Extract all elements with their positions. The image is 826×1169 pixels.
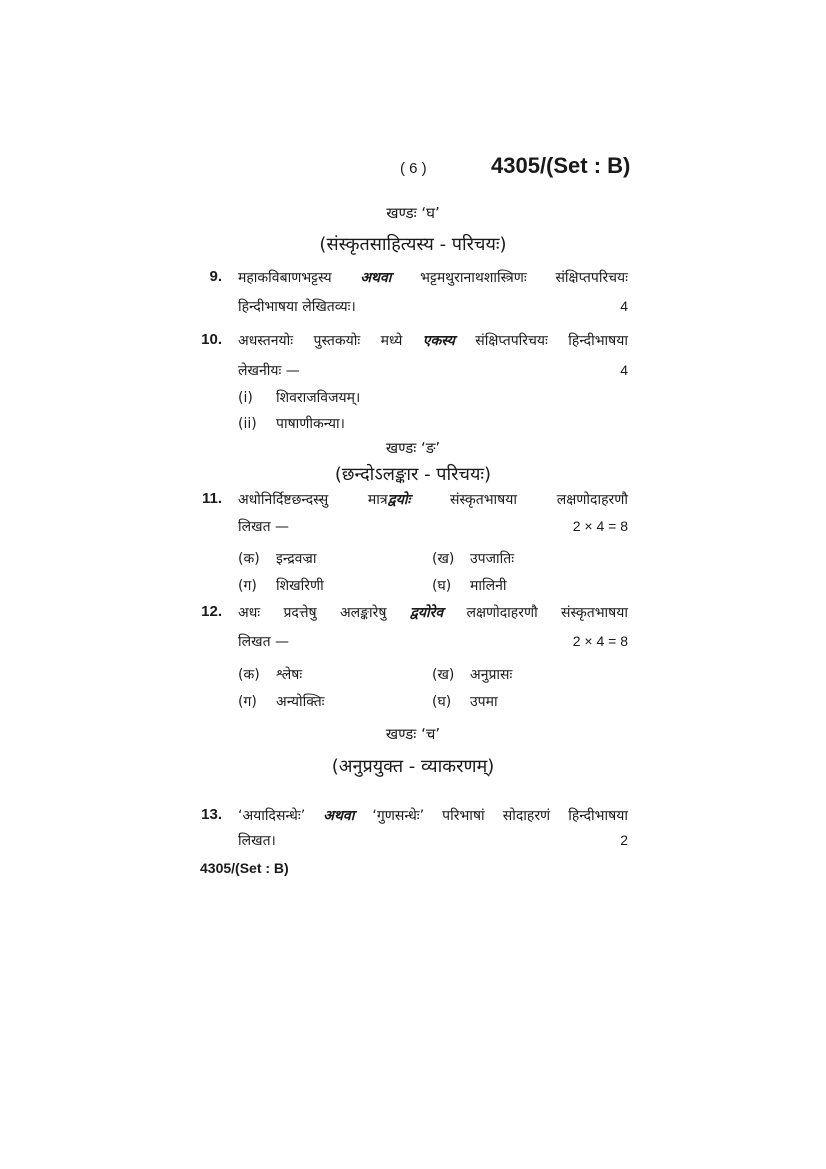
option-text: उपजातिः — [470, 551, 515, 567]
option-text: अन्योक्तिः — [276, 694, 325, 710]
paper-code: 4305/(Set : B) — [491, 153, 631, 178]
question-11-line-2: लिखत — — [238, 519, 290, 535]
question-10-marks: 4 — [620, 362, 628, 378]
question-10-emphasis: एकस्य — [422, 333, 455, 349]
question-9-emphasis: अथवा — [360, 270, 392, 286]
question-12-option-kha — [432, 665, 512, 684]
option-text: श्लेषः — [276, 667, 303, 683]
option-label: (ख) — [432, 551, 455, 567]
question-13-emphasis: अथवा — [323, 808, 355, 824]
question-12-line-1 — [238, 603, 628, 622]
question-12-line-2: लिखत — — [238, 634, 290, 650]
option-text: शिखरिणी — [276, 578, 324, 594]
question-12-emphasis: द्वयोरेव — [409, 605, 444, 621]
page-number: ( 6 ) — [400, 160, 427, 177]
question-10-number: 10. — [201, 331, 222, 348]
question-13-text-a: ‘अयादिसन्धेः’ — [238, 808, 306, 824]
question-11-line-1 — [238, 490, 628, 509]
question-9-number: 9. — [209, 268, 222, 285]
question-12-text-a: अधः प्रदत्तेषु अलङ्कारेषु — [238, 605, 387, 621]
question-13-line-2: लिखत। — [238, 833, 276, 849]
option-label: (ii) — [238, 416, 257, 432]
option-text: पाषाणीकन्या। — [276, 416, 345, 432]
question-11-option-ga — [238, 576, 324, 595]
question-9-line-2: हिन्दीभाषया लेखितव्यः। — [238, 299, 356, 315]
section-nga-label: खण्डः ‘ङ’ — [385, 439, 441, 457]
question-9-text-a: महाकविबाणभट्टस्य — [238, 270, 332, 286]
section-gha-label: खण्डः ‘घ’ — [386, 204, 440, 222]
section-gha-title: (संस्कृतसाहित्यस्य - परिचयः) — [319, 234, 507, 255]
question-10-text-b: संक्षिप्तपरिचयः हिन्दीभाषया — [475, 333, 629, 349]
question-10-line-1 — [238, 331, 628, 350]
question-12-option-gha — [432, 692, 498, 711]
option-label: (ग) — [238, 694, 257, 710]
question-11-emphasis: द्वयोः — [387, 492, 411, 508]
question-11-option-ka — [238, 549, 317, 568]
question-11-marks: 2 × 4 = 8 — [572, 518, 628, 534]
question-13-line-1 — [238, 806, 628, 825]
option-text: उपमा — [470, 694, 498, 710]
question-10-text-a: अधस्तनयोः पुस्तकयोः मध्ये — [238, 333, 403, 349]
option-label: (क) — [238, 551, 260, 567]
option-label: (घ) — [432, 578, 452, 594]
question-9-line-1 — [238, 268, 628, 287]
question-12-option-ka — [238, 665, 302, 684]
question-10-option-2 — [238, 414, 345, 433]
question-13-number: 13. — [201, 806, 222, 823]
option-text: इन्द्रवज्रा — [276, 551, 317, 567]
option-label: (i) — [238, 390, 253, 406]
question-11-option-gha — [432, 576, 507, 595]
question-9-marks: 4 — [620, 298, 628, 314]
option-text: मालिनी — [470, 578, 507, 594]
option-label: (ख) — [432, 667, 455, 683]
question-11-option-kha — [432, 549, 514, 568]
question-13-marks: 2 — [620, 832, 628, 848]
question-11-number: 11. — [201, 490, 222, 507]
option-text: अनुप्रासः — [470, 667, 513, 683]
section-nga-title: (छन्दोऽलङ्कार - परिचयः) — [334, 464, 492, 485]
question-13-text-b: ‘गुणसन्धेः’ परिभाषां सोदाहरणं हिन्दीभाषया — [372, 808, 628, 824]
option-label: (घ) — [432, 694, 452, 710]
question-10-option-1 — [238, 388, 360, 407]
question-10-line-2: लेखनीयः — — [238, 363, 300, 379]
question-11-text-a: अधोनिर्दिष्टछन्दस्सु मात्र — [238, 492, 388, 508]
question-12-option-ga — [238, 692, 325, 711]
question-12-number: 12. — [201, 603, 222, 620]
option-label: (ग) — [238, 578, 257, 594]
section-cha-label: खण्डः ‘च’ — [385, 725, 441, 743]
section-cha-title: (अनुप्रयुक्त - व्याकरणम्) — [331, 756, 495, 777]
option-text: शिवराजविजयम्। — [276, 390, 361, 406]
option-label: (क) — [238, 667, 260, 683]
question-12-marks: 2 × 4 = 8 — [572, 633, 628, 649]
footer-paper-code: 4305/(Set : B) — [200, 860, 289, 876]
question-12-text-b: लक्षणोदाहरणौ संस्कृतभाषया — [466, 605, 628, 621]
question-11-text-b: संस्कृतभाषया लक्षणोदाहरणौ — [450, 492, 628, 508]
question-9-text-b: भट्टमथुरानाथशास्त्रिणः संक्षिप्तपरिचयः — [420, 270, 629, 286]
